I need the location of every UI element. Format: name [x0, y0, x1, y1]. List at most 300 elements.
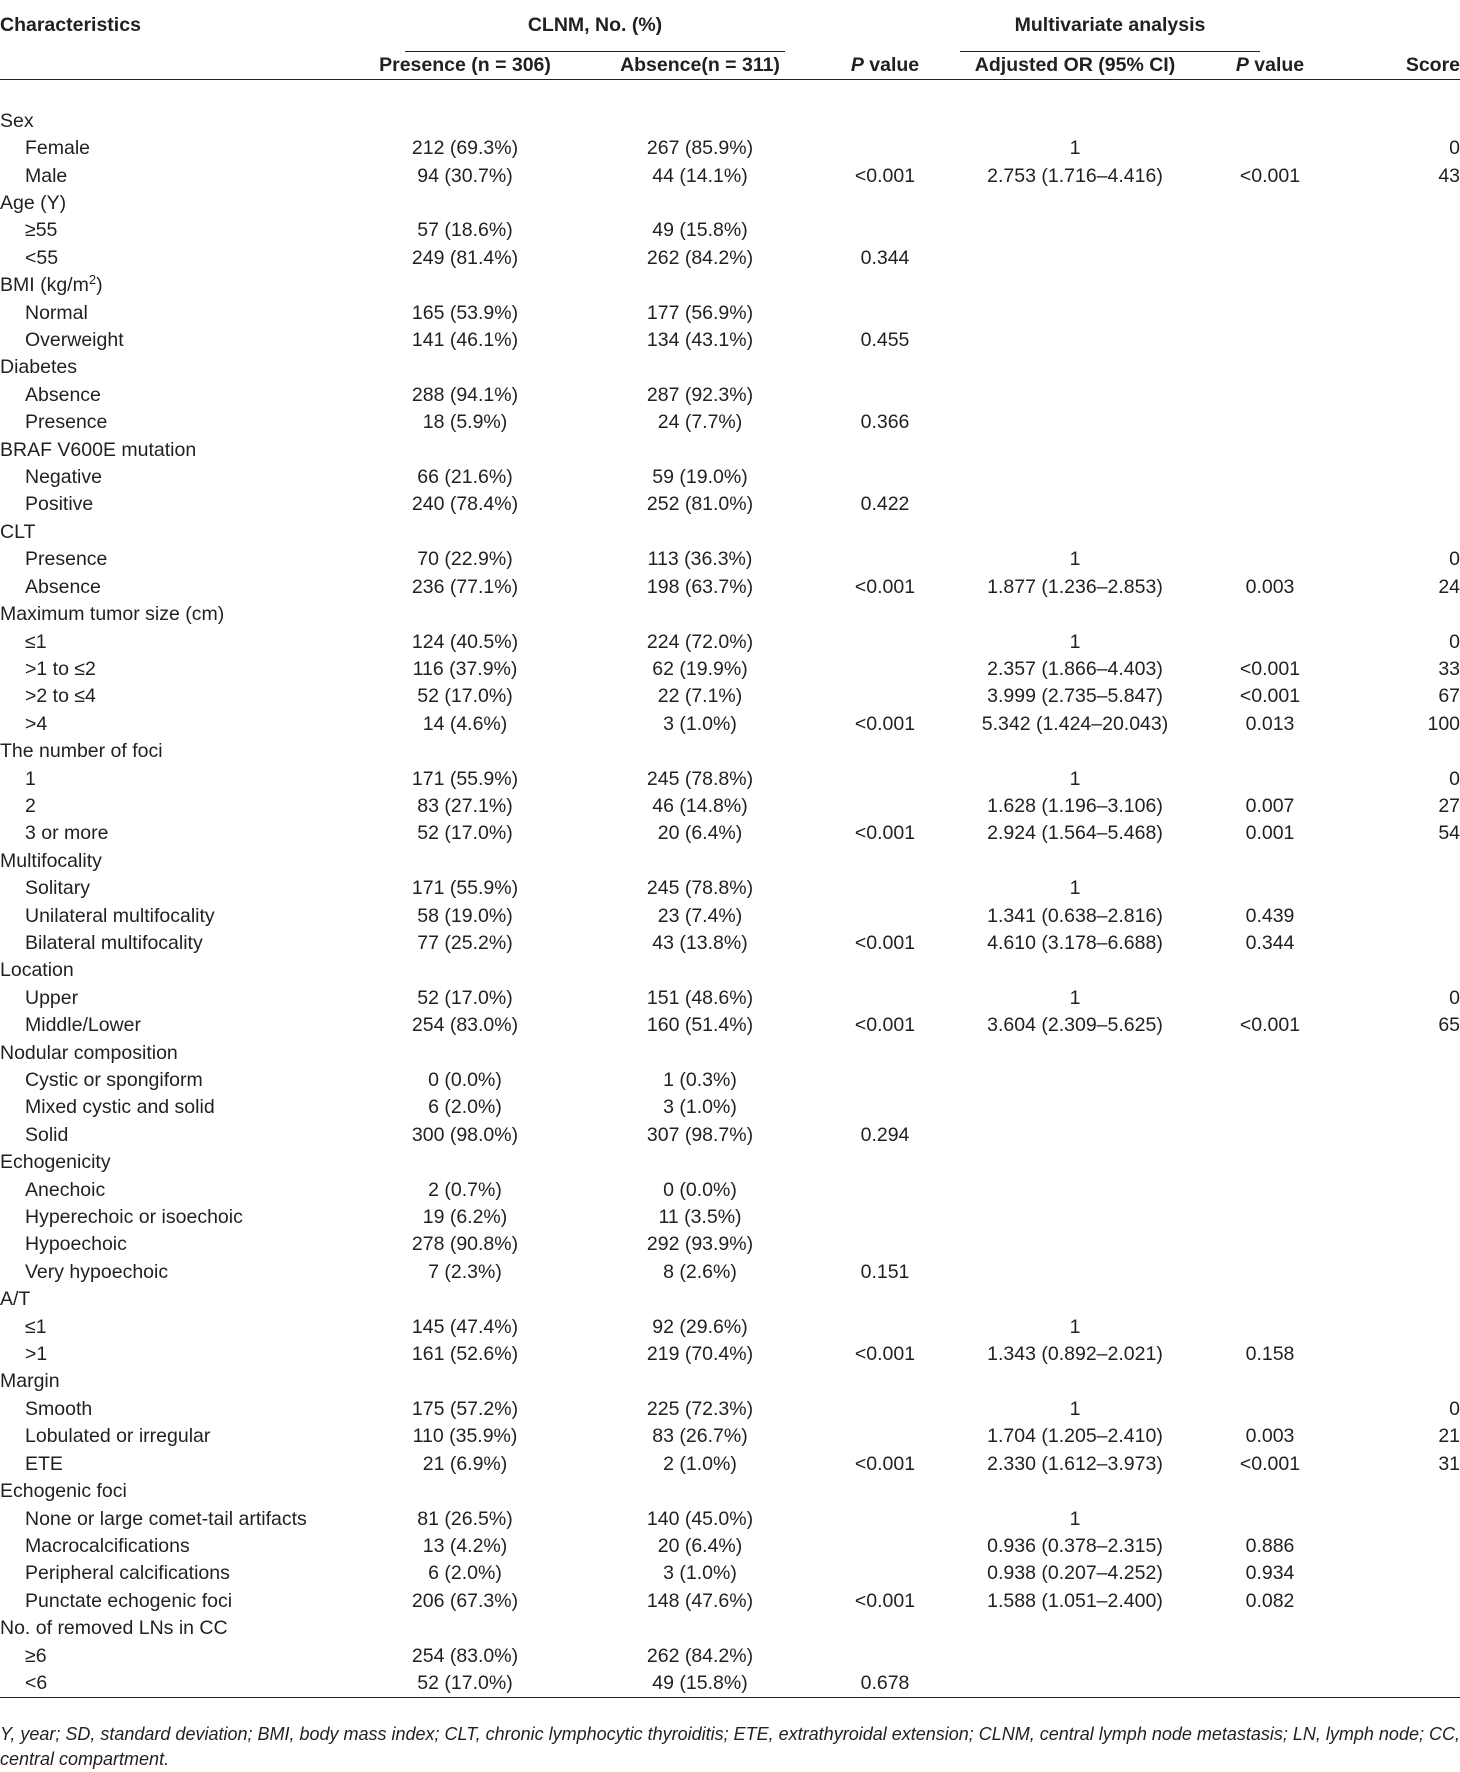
cell-p-value — [810, 683, 960, 710]
cell-absence: 113 (36.3%) — [647, 548, 753, 571]
category-label: BRAF V600E mutation — [0, 438, 197, 461]
category-label: Age (Y) — [0, 192, 67, 215]
cell-presence: 110 (35.9%) — [412, 1425, 518, 1448]
cell-presence: 165 (53.9%) — [411, 301, 519, 324]
cell-presence — [340, 601, 590, 628]
cell-absence: 151 (48.6%) — [646, 986, 754, 1009]
cell-adjusted-or: 2.357 (1.866–4.403) — [987, 657, 1163, 680]
cell-score — [1350, 108, 1460, 135]
row-label: 2 — [25, 794, 36, 817]
row-label: Peripheral calcifications — [25, 1562, 230, 1585]
cell-presence: 70 (22.9%) — [417, 548, 513, 571]
cell-p-value-2 — [1190, 1259, 1350, 1286]
cell-score — [1350, 1368, 1460, 1395]
cell-score — [1350, 1615, 1460, 1642]
cell-absence: 160 (51.4%) — [646, 1014, 754, 1037]
row-label: Middle/Lower — [25, 1014, 141, 1037]
cell-p-value-2 — [1190, 464, 1350, 491]
cell-score — [1350, 272, 1460, 299]
cell-presence — [340, 108, 590, 135]
cell-absence: 292 (93.9%) — [646, 1233, 754, 1256]
category-label: No. of removed LNs in CC — [0, 1617, 228, 1640]
cell-p-value-2: 0.007 — [1245, 794, 1295, 817]
cell-adjusted-or: 3.604 (2.309–5.625) — [987, 1014, 1163, 1037]
table-footnote: Y, year; SD, standard deviation; BMI, body mass index; CLT, chronic lymphocytic thyroiditis; ETE, extrathyroidal extension; CLNM, central lymph node metastasis; LN, lymph node; CC, central compartment. — [0, 1724, 1460, 1769]
cell-presence — [340, 1149, 590, 1176]
cell-absence: 3 (1.0%) — [663, 1562, 737, 1585]
row-label: ≤1 — [25, 630, 47, 653]
cell-p-value — [810, 1231, 960, 1258]
category-label: Margin — [0, 1370, 60, 1393]
cell-score: 0 — [1449, 986, 1460, 1009]
cell-p-value — [810, 656, 960, 683]
header-absence: Absence(n = 311) — [590, 52, 810, 80]
row-label: ≤1 — [25, 1315, 47, 1338]
cell-adjusted-or — [960, 1204, 1190, 1231]
cell-p-value — [810, 1643, 960, 1670]
cell-score — [1350, 601, 1460, 628]
cell-p-value — [810, 437, 960, 464]
cell-score: 65 — [1438, 1014, 1460, 1037]
cell-absence: 262 (84.2%) — [646, 246, 754, 269]
cell-score — [1350, 409, 1460, 436]
cell-p-value: <0.001 — [854, 931, 916, 954]
cell-absence: 59 (19.0%) — [652, 466, 748, 489]
cell-p-value-2 — [1190, 1040, 1350, 1067]
cell-p-value-2 — [1190, 519, 1350, 546]
cell-score — [1350, 354, 1460, 381]
row-label: Male — [25, 164, 68, 187]
cell-p-value-2: <0.001 — [1239, 1452, 1301, 1475]
row-label: Lobulated or irregular — [25, 1425, 211, 1448]
cell-p-value-2 — [1190, 1286, 1350, 1313]
cell-absence: 43 (13.8%) — [652, 931, 748, 954]
cell-adjusted-or: 1 — [1069, 767, 1081, 790]
cell-adjusted-or — [960, 1643, 1190, 1670]
cell-adjusted-or — [960, 354, 1190, 381]
cell-p-value-2 — [1190, 354, 1350, 381]
table-row — [0, 656, 1460, 683]
cell-presence — [340, 1615, 590, 1642]
cell-presence: 236 (77.1%) — [411, 575, 519, 598]
row-label: Absence — [25, 383, 101, 406]
cell-p-value-2 — [1190, 629, 1350, 656]
cell-adjusted-or — [960, 1670, 1190, 1698]
table-row — [0, 1588, 1460, 1615]
cell-score — [1350, 1506, 1460, 1533]
cell-absence: 3 (1.0%) — [663, 712, 737, 735]
cell-absence: 252 (81.0%) — [646, 493, 754, 516]
header-blank — [0, 52, 340, 80]
cell-p-value — [810, 629, 960, 656]
cell-presence: 0 (0.0%) — [428, 1069, 502, 1092]
cell-p-value — [810, 903, 960, 930]
cell-score — [1350, 245, 1460, 272]
cell-absence: 49 (15.8%) — [590, 1670, 810, 1698]
cell-adjusted-or — [960, 1478, 1190, 1505]
cell-p-value-2: 0.001 — [1245, 822, 1295, 845]
cell-p-value — [810, 1067, 960, 1094]
cell-score — [1350, 1533, 1460, 1560]
category-row — [0, 848, 1460, 875]
cell-p-value — [810, 300, 960, 327]
cell-absence: 2 (1.0%) — [663, 1452, 737, 1475]
table-row — [0, 1533, 1460, 1560]
cell-presence — [340, 190, 590, 217]
cell-absence: 224 (72.0%) — [646, 630, 754, 653]
cell-score — [1350, 738, 1460, 765]
cell-absence — [590, 738, 810, 765]
cell-score — [1350, 1259, 1460, 1286]
cell-score — [1350, 903, 1460, 930]
cell-presence: 52 (17.0%) — [417, 986, 513, 1009]
cell-score — [1350, 1560, 1460, 1587]
cell-p-value — [810, 519, 960, 546]
cell-score — [1350, 875, 1460, 902]
cell-p-value-2 — [1190, 1094, 1350, 1121]
category-row — [0, 1478, 1460, 1505]
cell-p-value-2 — [1190, 1122, 1350, 1149]
cell-p-value-2: 0.003 — [1245, 1425, 1295, 1448]
cell-p-value — [810, 848, 960, 875]
table-row — [0, 1423, 1460, 1450]
cell-p-value-2: 0.003 — [1245, 575, 1295, 598]
cell-absence — [590, 1615, 810, 1642]
category-label — [0, 272, 340, 299]
table-row — [0, 245, 1460, 272]
cell-presence — [340, 738, 590, 765]
cell-adjusted-or: 1 — [1069, 986, 1081, 1009]
cell-p-value-2 — [1190, 1177, 1350, 1204]
table-row — [0, 1670, 1460, 1698]
cell-p-value: <0.001 — [854, 164, 916, 187]
cell-p-value — [810, 1149, 960, 1176]
cell-score — [1350, 1067, 1460, 1094]
cell-p-value-2 — [1190, 1314, 1350, 1341]
cell-presence: 77 (25.2%) — [417, 931, 513, 954]
category-label: Echogenicity — [0, 1151, 111, 1174]
cell-p-value — [810, 382, 960, 409]
cell-p-value-2 — [1190, 1506, 1350, 1533]
cell-presence: 52 (17.0%) — [340, 1670, 590, 1698]
row-label: >1 to ≤2 — [25, 657, 96, 680]
cell-absence: 1 (0.3%) — [663, 1069, 737, 1092]
cell-adjusted-or — [960, 1122, 1190, 1149]
cell-presence — [340, 848, 590, 875]
cell-adjusted-or: 3.999 (2.735–5.847) — [987, 685, 1163, 708]
row-label: Positive — [25, 493, 94, 516]
cell-presence: 81 (26.5%) — [417, 1507, 513, 1530]
cell-absence — [590, 848, 810, 875]
header-p-value-2 — [1190, 52, 1350, 80]
cell-score — [1350, 1094, 1460, 1121]
cell-absence: 245 (78.8%) — [646, 767, 754, 790]
table-row — [0, 711, 1460, 738]
cell-p-value — [810, 1177, 960, 1204]
row-label: Hypoechoic — [25, 1233, 127, 1256]
cell-absence: 245 (78.8%) — [646, 877, 754, 900]
cell-p-value — [810, 957, 960, 984]
category-label: Maximum tumor size (cm) — [0, 603, 225, 626]
category-row — [0, 272, 1460, 299]
cell-presence: 52 (17.0%) — [417, 685, 513, 708]
cell-adjusted-or: 1.588 (1.051–2.400) — [987, 1589, 1163, 1612]
table-row — [0, 546, 1460, 573]
p-value-suffix: value — [863, 54, 920, 76]
cell-p-value-2 — [1190, 546, 1350, 573]
cell-p-value: <0.001 — [854, 822, 916, 845]
bmi-label-tail: ) — [96, 274, 103, 297]
row-label: Female — [25, 137, 91, 160]
row-label: Cystic or spongiform — [25, 1069, 203, 1092]
cell-p-value-2 — [1190, 245, 1350, 272]
cell-adjusted-or — [960, 108, 1190, 135]
row-label: >4 — [25, 712, 48, 735]
cell-p-value-2 — [1190, 957, 1350, 984]
table-row — [0, 217, 1460, 244]
cell-p-value-2 — [1190, 409, 1350, 436]
row-label: 3 or more — [25, 822, 109, 845]
cell-score — [1350, 491, 1460, 518]
cell-score — [1350, 1341, 1460, 1368]
category-label: CLT — [0, 520, 36, 543]
row-label: <55 — [25, 246, 59, 269]
cell-p-value-2 — [1190, 875, 1350, 902]
cell-p-value: 0.422 — [860, 493, 910, 516]
cell-absence: 267 (85.9%) — [646, 137, 754, 160]
header-multivariate-group — [960, 0, 1350, 52]
cell-presence: 57 (18.6%) — [417, 219, 513, 242]
cell-p-value-2 — [1190, 1396, 1350, 1423]
cell-presence: 254 (83.0%) — [411, 1014, 519, 1037]
cell-score — [1350, 848, 1460, 875]
cell-p-value-2: 0.439 — [1245, 904, 1295, 927]
cell-adjusted-or — [960, 1368, 1190, 1395]
table-row — [0, 1122, 1460, 1149]
cell-absence: 3 (1.0%) — [663, 1096, 737, 1119]
table-row — [0, 135, 1460, 162]
cell-absence — [590, 354, 810, 381]
category-label: Nodular composition — [0, 1041, 178, 1064]
cell-p-value — [810, 135, 960, 162]
cell-p-value-2 — [1190, 1615, 1350, 1642]
category-row — [0, 519, 1460, 546]
bmi-label-sup: 2 — [88, 272, 97, 288]
table-row — [0, 163, 1460, 190]
cell-presence: 161 (52.6%) — [411, 1343, 519, 1366]
cell-adjusted-or: 0.938 (0.207–4.252) — [987, 1562, 1163, 1585]
cell-score — [1350, 437, 1460, 464]
cell-presence: 13 (4.2%) — [422, 1534, 508, 1557]
table-row — [0, 903, 1460, 930]
category-row — [0, 1368, 1460, 1395]
cell-absence: 92 (29.6%) — [652, 1315, 748, 1338]
table-body — [0, 80, 1460, 1698]
cell-p-value-2: 0.158 — [1245, 1343, 1295, 1366]
category-label: Diabetes — [0, 356, 77, 379]
cell-presence — [340, 1478, 590, 1505]
category-label: Multifocality — [0, 849, 102, 872]
cell-presence: 21 (6.9%) — [422, 1452, 508, 1475]
cell-adjusted-or — [960, 1286, 1190, 1313]
row-label: 1 — [25, 767, 36, 790]
cell-adjusted-or — [960, 491, 1190, 518]
cell-adjusted-or: 1.341 (0.638–2.816) — [987, 904, 1163, 927]
category-label: The number of foci — [0, 740, 163, 763]
cell-p-value — [810, 1533, 960, 1560]
cell-absence: 225 (72.3%) — [646, 1397, 754, 1420]
cell-adjusted-or — [960, 1231, 1190, 1258]
p-value-suffix-2: value — [1248, 54, 1305, 76]
row-label: Bilateral multifocality — [25, 931, 203, 954]
cell-presence: 2 (0.7%) — [428, 1178, 502, 1201]
cell-p-value — [810, 738, 960, 765]
cell-p-value-2 — [1190, 300, 1350, 327]
cell-presence: 6 (2.0%) — [428, 1562, 502, 1585]
cell-p-value-2 — [1190, 601, 1350, 628]
clnm-group-label: CLNM, No. (%) — [405, 0, 785, 52]
table-row — [0, 1643, 1460, 1670]
cell-absence: 134 (43.1%) — [646, 329, 754, 352]
cell-p-value-2: 0.344 — [1245, 931, 1295, 954]
table-row — [0, 1314, 1460, 1341]
cell-absence: 262 (84.2%) — [646, 1644, 754, 1667]
cell-p-value — [810, 190, 960, 217]
row-label: Presence — [25, 548, 108, 571]
cell-presence: 288 (94.1%) — [411, 383, 519, 406]
cell-presence: 94 (30.7%) — [417, 164, 513, 187]
cell-presence: 278 (90.8%) — [411, 1233, 519, 1256]
cell-adjusted-or — [960, 738, 1190, 765]
cell-score — [1350, 1231, 1460, 1258]
cell-presence: 19 (6.2%) — [422, 1206, 508, 1229]
cell-absence: 49 (15.8%) — [652, 219, 748, 242]
cell-presence: 83 (27.1%) — [417, 794, 513, 817]
cell-absence — [590, 1149, 810, 1176]
cell-p-value-2 — [1190, 766, 1350, 793]
cell-score: 27 — [1438, 794, 1460, 817]
table-row — [0, 1341, 1460, 1368]
row-label: Anechoic — [25, 1178, 106, 1201]
cell-absence: 24 (7.7%) — [657, 411, 743, 434]
bmi-label-main: BMI (kg/m — [0, 274, 89, 297]
header-score: Score — [1350, 52, 1460, 80]
row-label: Smooth — [25, 1397, 93, 1420]
cell-score — [1350, 519, 1460, 546]
cell-score — [1350, 1122, 1460, 1149]
table-row — [0, 683, 1460, 710]
cell-p-value — [810, 354, 960, 381]
cell-adjusted-or — [960, 957, 1190, 984]
cell-score — [1350, 1588, 1460, 1615]
cell-presence — [340, 437, 590, 464]
cell-p-value: 0.678 — [810, 1670, 960, 1698]
cell-adjusted-or: 2.330 (1.612–3.973) — [987, 1452, 1163, 1475]
cell-adjusted-or — [960, 1094, 1190, 1121]
cell-p-value: <0.001 — [854, 712, 916, 735]
cell-presence: 18 (5.9%) — [422, 411, 508, 434]
cell-score: 0 — [1449, 1397, 1460, 1420]
cell-adjusted-or: 5.342 (1.424–20.043) — [981, 712, 1169, 735]
cell-score: 31 — [1438, 1452, 1460, 1475]
cell-p-value — [810, 217, 960, 244]
cell-absence: 44 (14.1%) — [652, 164, 748, 187]
cell-p-value-2 — [1190, 217, 1350, 244]
cell-adjusted-or — [960, 1615, 1190, 1642]
cell-presence — [340, 354, 590, 381]
category-row — [0, 108, 1460, 135]
category-label: Sex — [0, 109, 34, 132]
cell-absence: 62 (19.9%) — [652, 657, 748, 680]
cell-p-value-2 — [1190, 985, 1350, 1012]
cell-absence — [590, 957, 810, 984]
row-label: ETE — [25, 1452, 63, 1475]
cell-score — [1350, 1286, 1460, 1313]
cell-absence — [590, 437, 810, 464]
cell-p-value — [810, 1396, 960, 1423]
cell-presence: 175 (57.2%) — [411, 1397, 519, 1420]
cell-p-value: 0.294 — [860, 1123, 910, 1146]
header-clnm-group — [340, 0, 810, 52]
cell-adjusted-or: 4.610 (3.178–6.688) — [987, 931, 1163, 954]
table-row — [0, 985, 1460, 1012]
table-row — [0, 1560, 1460, 1587]
cell-presence: 58 (19.0%) — [417, 904, 513, 927]
table-row — [0, 382, 1460, 409]
cell-adjusted-or — [960, 245, 1190, 272]
multivariate-group-label: Multivariate analysis — [960, 0, 1260, 52]
cell-presence: 300 (98.0%) — [411, 1123, 519, 1146]
cell-presence — [340, 519, 590, 546]
row-label: ≥55 — [25, 219, 58, 242]
category-row — [0, 437, 1460, 464]
cell-adjusted-or — [960, 1177, 1190, 1204]
cell-score — [1350, 1643, 1460, 1670]
row-label: Upper — [25, 986, 79, 1009]
cell-adjusted-or — [960, 300, 1190, 327]
cell-p-value-2: 0.082 — [1245, 1589, 1295, 1612]
cell-adjusted-or — [960, 217, 1190, 244]
cell-presence — [340, 272, 590, 299]
cell-absence: 140 (45.0%) — [646, 1507, 754, 1530]
cell-score — [1350, 464, 1460, 491]
cell-adjusted-or — [960, 1149, 1190, 1176]
cell-p-value: <0.001 — [854, 1014, 916, 1037]
cell-score — [1350, 1177, 1460, 1204]
cell-p-value-2 — [1190, 738, 1350, 765]
cell-adjusted-or: 1 — [1069, 630, 1081, 653]
cell-adjusted-or — [960, 848, 1190, 875]
cell-score — [1350, 957, 1460, 984]
cell-presence — [340, 1286, 590, 1313]
cell-p-value — [810, 1204, 960, 1231]
cell-presence: 212 (69.3%) — [411, 137, 519, 160]
table-row — [0, 1094, 1460, 1121]
row-label: Absence — [25, 575, 101, 598]
cell-p-value — [810, 1368, 960, 1395]
cell-p-value: <0.001 — [854, 575, 916, 598]
cell-score — [1350, 382, 1460, 409]
table-row — [0, 1451, 1460, 1478]
table-row — [0, 766, 1460, 793]
cell-p-value-2 — [1190, 382, 1350, 409]
cell-p-value: 0.455 — [860, 329, 910, 352]
cell-adjusted-or — [960, 464, 1190, 491]
header-adjusted-or: Adjusted OR (95% CI) — [960, 52, 1190, 80]
header-presence: Presence (n = 306) — [340, 52, 590, 80]
cell-p-value — [810, 1314, 960, 1341]
cell-absence: 148 (47.6%) — [646, 1589, 754, 1612]
